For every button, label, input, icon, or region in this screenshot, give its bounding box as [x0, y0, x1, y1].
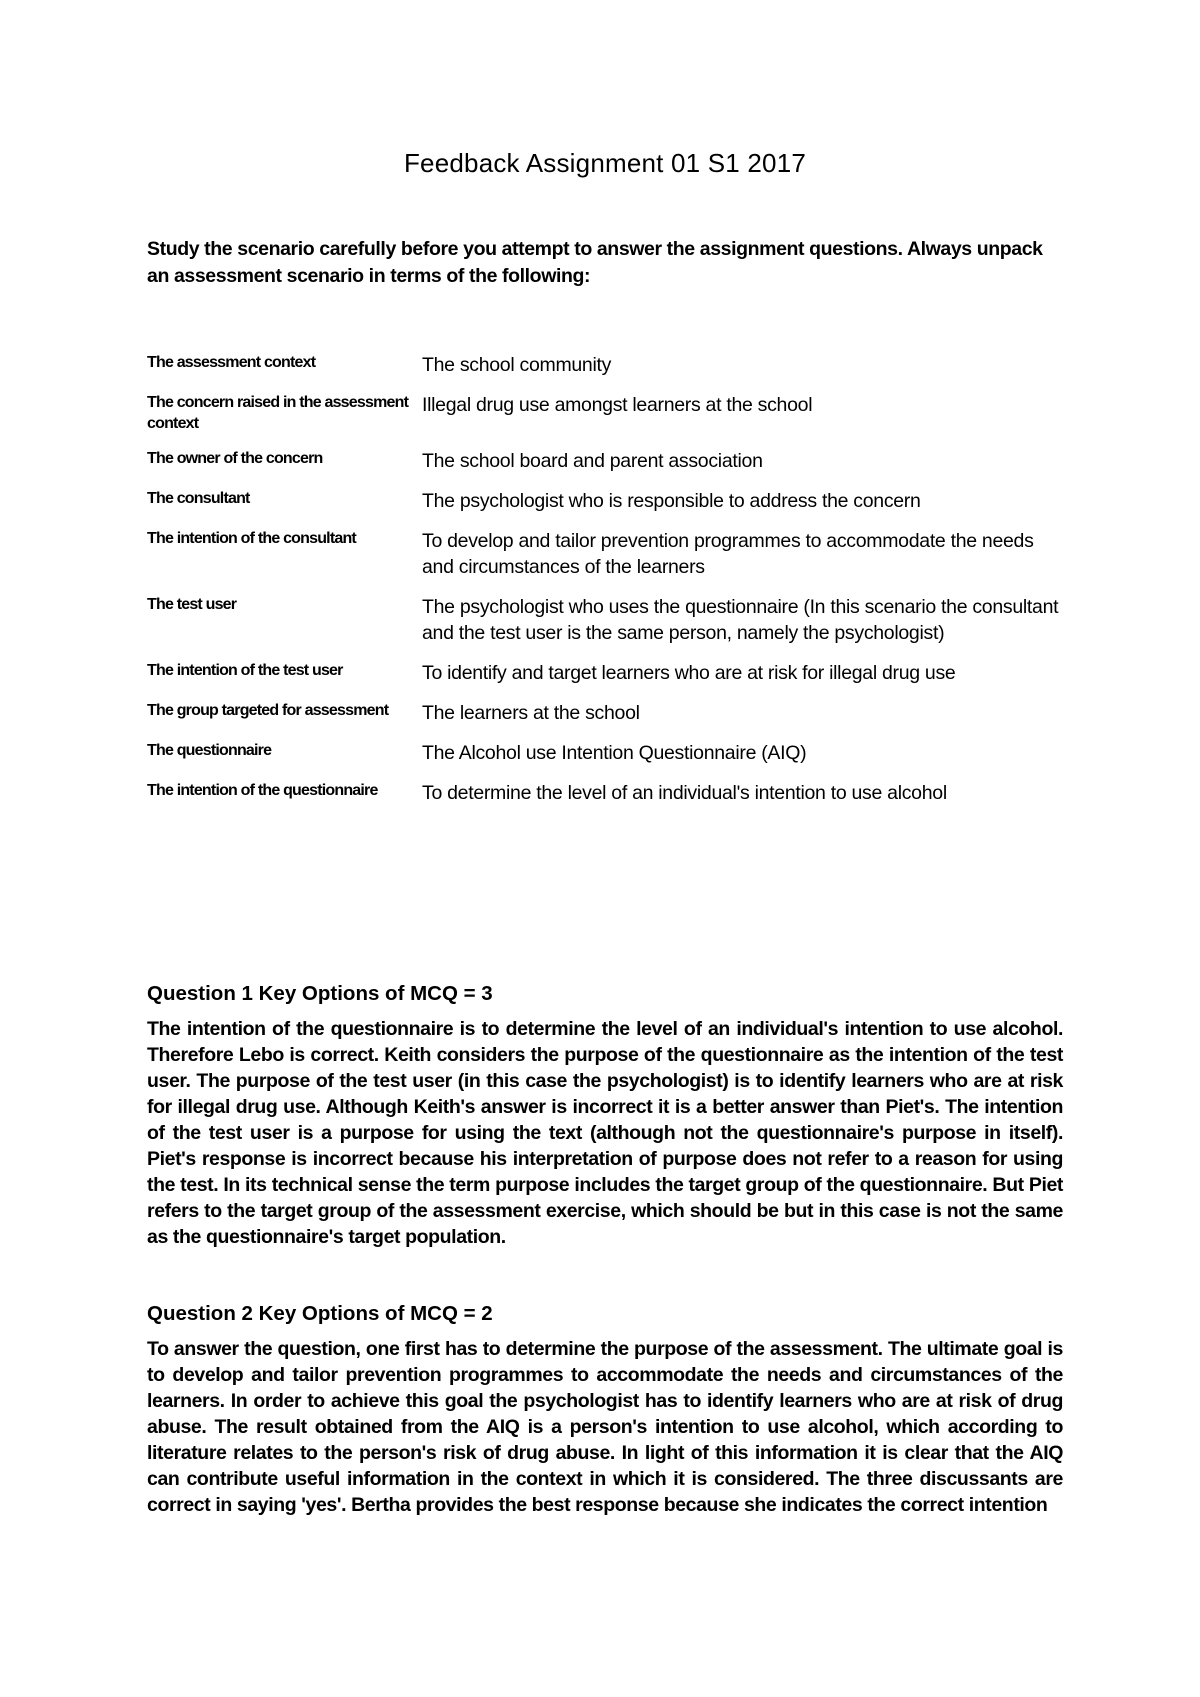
row-value: The psychologist who uses the questionnaire (In this scenario the consultant and the test user is the same person, namely the psychologist) — [422, 596, 1059, 644]
row-label: The intention of the test user — [147, 662, 343, 679]
question-2-heading: Question 2 Key Options of MCQ = 2 — [147, 1302, 493, 1325]
question-2-body: To answer the question, one first has to determine the purpose of the assessment. The ultimate goal is to develop and tailor prevention programmes to accommodate the needs and circumstances of the learners. In order to achieve this goal the psychologist has to identify learners who are at risk of drug abuse. The result obtained from the AIQ is a person's intention to use alcohol, which according to literature relates to the person's risk of drug abuse. In light of this information it is clear that the AIQ can contribute useful information in the context in which it is considered. The three discussants are correct in saying 'yes'. Bertha provides the best response because she indicates the correct intention — [147, 1338, 1063, 1516]
row-value: To determine the level of an individual's intention to use alcohol — [422, 782, 947, 804]
row-value: To identify and target learners who are at risk for illegal drug use — [422, 662, 956, 684]
table-row — [147, 660, 1063, 700]
row-value: The school community — [422, 354, 612, 376]
document-title: Feedback Assignment 01 S1 2017 — [403, 148, 807, 178]
table-row — [147, 448, 1063, 488]
row-value: The psychologist who is responsible to address the concern — [422, 490, 921, 512]
table-row — [147, 528, 1063, 594]
row-label: The questionnaire — [147, 742, 272, 759]
row-value: The learners at the school — [422, 702, 640, 724]
row-label: The owner of the concern — [147, 450, 323, 467]
table-row — [147, 352, 1063, 392]
row-label: The intention of the questionnaire — [147, 782, 378, 799]
row-label: The consultant — [147, 490, 250, 507]
row-value: The school board and parent association — [422, 450, 763, 472]
question-1-heading: Question 1 Key Options of MCQ = 3 — [147, 982, 493, 1005]
scenario-table — [147, 352, 1063, 820]
row-label: The test user — [147, 596, 237, 613]
table-row — [147, 700, 1063, 740]
question-1-section — [147, 980, 1063, 1250]
row-label: The group targeted for assessment — [147, 702, 389, 719]
table-row — [147, 594, 1063, 660]
table-row — [147, 740, 1063, 780]
row-label: The concern raised in the assessment context — [147, 394, 409, 432]
row-value: The Alcohol use Intention Questionnaire (AIQ) — [422, 742, 807, 764]
table-row — [147, 488, 1063, 528]
row-value: Illegal drug use amongst learners at the school — [422, 394, 813, 416]
row-label: The intention of the consultant — [147, 530, 356, 547]
intro-paragraph: Study the scenario carefully before you attempt to answer the assignment questions. Always unpack an assessment scenario in terms of the following: — [147, 238, 1043, 287]
question-1-body: The intention of the questionnaire is to determine the level of an individual's intention to use alcohol. Therefore Lebo is correct. Keith considers the purpose of the questionnaire as the intention of the test user. The purpose of the test user (in this case the psychologist) is to identify learners who are at risk for illegal drug use. Although Keith's answer is incorrect it is a better answer than Piet's. The intention of the test user is a purpose for using the text (although not the questionnaire's purpose in itself). Piet's response is incorrect because his interpretation of purpose does not refer to a reason for using the test. In its technical sense the term purpose includes the target group of the questionnaire. But Piet refers to the target group of the assessment exercise, which should be but in this case is not the same as the questionnaire's target population. — [147, 1018, 1063, 1248]
table-row — [147, 392, 1063, 448]
row-value: To develop and tailor prevention programmes to accommodate the needs and circumstances of the learners — [422, 530, 1034, 578]
table-row — [147, 780, 1063, 820]
row-label: The assessment context — [147, 354, 316, 371]
question-2-section — [147, 1300, 1063, 1518]
